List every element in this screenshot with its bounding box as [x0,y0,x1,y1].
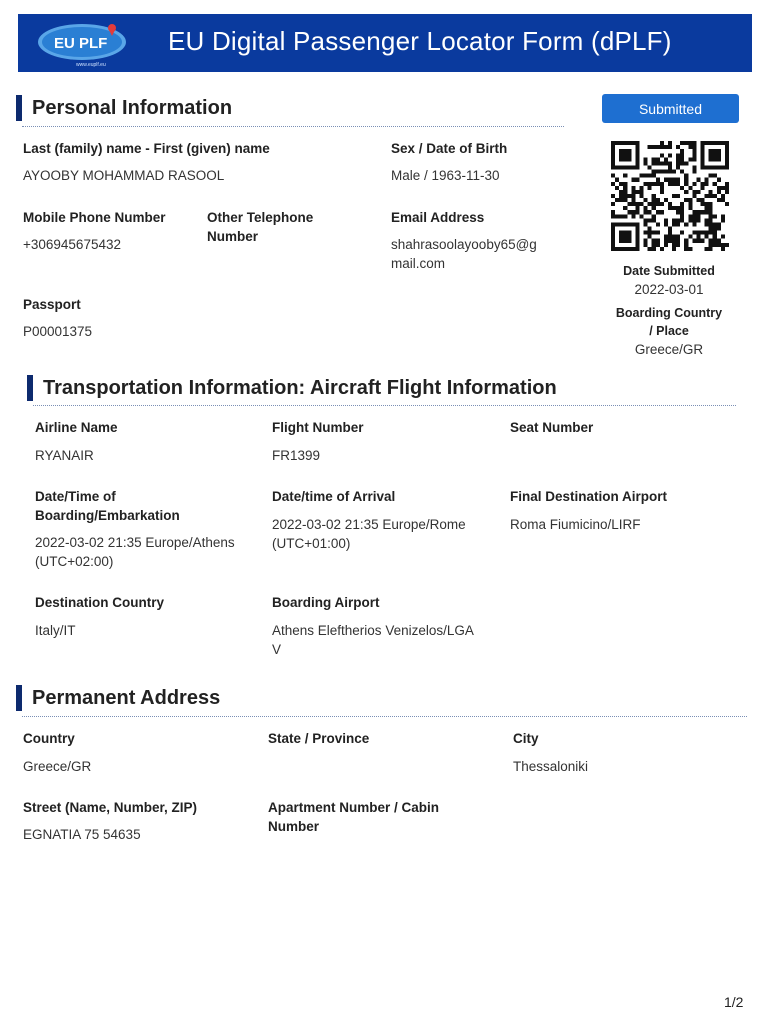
destination-country-value: Italy/IT [35,623,76,638]
flight-number-value: FR1399 [272,448,321,463]
boarding-airport-value-line1: Athens Eleftherios Venizelos/LGA [272,623,474,638]
state-label: State / Province [268,731,370,746]
apartment-label-line2: Number [268,819,320,834]
submitted-button[interactable]: Submitted [602,94,739,123]
other-phone-label-line1: Other Telephone [207,210,314,225]
city-label: City [513,731,539,746]
boarding-datetime-label-line1: Date/Time of [35,489,116,504]
divider [22,716,747,717]
boarding-country-value: Greece/GR [634,342,704,357]
airline-value: RYANAIR [35,448,94,463]
date-submitted-value: 2022-03-01 [634,282,704,297]
street-value: EGNATIA 75 54635 [23,827,141,842]
arrival-datetime-value-line1: 2022-03-02 21:35 Europe/Rome [272,517,466,532]
logo-text: EU PLF [54,35,108,52]
name-value: AYOOBY MOHAMMAD RASOOL [23,168,225,183]
divider [22,126,564,127]
final-destination-value: Roma Fiumicino/LIRF [510,517,641,532]
date-submitted-label: Date Submitted [623,264,715,278]
street-label: Street (Name, Number, ZIP) [23,800,198,815]
airline-label: Airline Name [35,420,118,435]
divider [33,405,736,406]
other-phone-label-line2: Number [207,229,259,244]
page-number: 1/2 [724,994,744,1010]
boarding-datetime-value-line2: (UTC+02:00) [35,554,114,569]
country-value: Greece/GR [23,759,92,774]
seat-number-label: Seat Number [510,420,594,435]
final-destination-label: Final Destination Airport [510,489,668,504]
eu-plf-logo-icon [32,18,142,68]
boarding-airport-value-line2: V [272,642,282,657]
section-title-transport: Transportation Information: Aircraft Flight Information [27,375,557,401]
boarding-datetime-value-line1: 2022-03-02 21:35 Europe/Athens [35,535,235,550]
passport-label: Passport [23,297,81,312]
destination-country-label: Destination Country [35,595,165,610]
arrival-datetime-label: Date/time of Arrival [272,489,396,504]
mobile-label: Mobile Phone Number [23,210,166,225]
section-title-personal: Personal Information [16,95,232,121]
boarding-datetime-label-line2: Boarding/Embarkation [35,508,180,523]
name-label: Last (family) name - First (given) name [23,141,270,156]
city-value: Thessaloniki [513,759,589,774]
page-title: EU Digital Passenger Locator Form (dPLF) [168,26,672,56]
boarding-country-label-line2: / Place [649,324,689,338]
sex-dob-value: Male / 1963-11-30 [391,168,500,183]
email-value-line1: shahrasoolayooby65@g [391,237,537,252]
sex-dob-label: Sex / Date of Birth [391,141,508,156]
qr-code-icon [611,141,729,251]
passport-value: P00001375 [23,324,93,339]
email-value-line2: mail.com [391,256,446,271]
arrival-datetime-value-line2: (UTC+01:00) [272,536,351,551]
flight-number-label: Flight Number [272,420,364,435]
email-label: Email Address [391,210,485,225]
boarding-airport-label: Boarding Airport [272,595,380,610]
mobile-value: +306945675432 [23,237,121,252]
apartment-label-line1: Apartment Number / Cabin [268,800,440,815]
boarding-country-label-line1: Boarding Country [615,306,723,320]
logo-url-text: www.euplf.eu [76,62,106,68]
page-header [18,14,752,72]
section-title-address: Permanent Address [16,685,220,711]
country-label: Country [23,731,75,746]
